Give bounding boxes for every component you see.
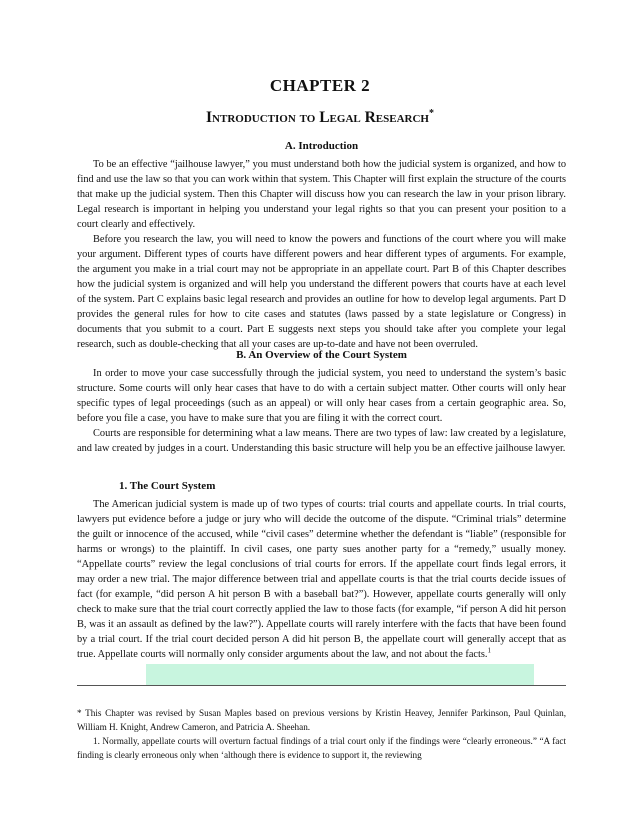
paragraph	[77, 497, 566, 662]
paragraph: Courts are responsible for determining what a law means. There are two types of law: law created by a legislature, and law created by judges in a court. Understanding this basic structure will help you be an effective jailhouse lawyer.	[77, 428, 566, 454]
footnote-divider	[77, 685, 566, 686]
footnote-ref-1: 1	[487, 646, 491, 655]
chapter-title	[0, 108, 640, 127]
section-b-body	[77, 366, 566, 456]
section-b-heading: B. An Overview of the Court System	[236, 349, 407, 361]
paragraph: Before you research the law, you will need to know the powers and functions of the court where you will make your argument. Different types of courts have different powers and hear different types of arguments. For example, the argument you make in a trial court may not be appropriate in an appellate court. Part B of this Chapter describes how the judicial system is organized and will help you understand the different powers that courts have at each level of the system. Part C explains basic legal research and provides an outline for how to develop legal arguments. Part D provides the general rules for how to cite cases and statutes (laws passed by a state legislature or Congress) in documents that you submit to a court. Part E suggests next steps you should take after you complete your legal research, such as double-checking that all your cases are up-to-date and have not been overruled.	[77, 234, 566, 350]
subsection-b1	[77, 479, 566, 494]
section-b	[77, 348, 566, 363]
subsection-b1-body	[77, 497, 566, 662]
section-a-body	[77, 157, 566, 352]
footnote-star: * This Chapter was revised by Susan Maples based on previous versions by Kristin Heavey, Jennifer Parkinson, Paul Quinlan, William H. Knight, Andrew Cameron, and Patricia A. Sheehan.	[77, 708, 566, 732]
paragraph: To be an effective “jailhouse lawyer,” you must understand both how the judicial system is organized, and how to find and use the law so that you can work within that system. This Chapter will first explain the structure of the courts that make up the judicial system. Then this Chapter will discuss how you can research the law in your prison library. Legal research is important in helping you understand your legal rights so that you can present your position to a court clearly and effectively.	[77, 159, 566, 230]
paragraph: In order to move your case successfully through the judicial system, you need to understand the system’s basic structure. Some courts will only hear cases that have to do with a certain subject matter. Other courts will only hear specific types of legal proceedings (such as an appeal) or will only hear cases from a certain geographic area. So, before you file a case, you have to make sure that you are filing it with the correct court.	[77, 368, 566, 424]
section-a	[77, 139, 566, 154]
subsection-b1-heading: 1. The Court System	[119, 480, 216, 492]
footnote-1: 1. Normally, appellate courts will overturn factual findings of a trial court only if the findings were “clearly erroneous.” “A fact finding is clearly erroneous only when ‘although there is evidence to support it, the reviewing	[77, 736, 566, 760]
paragraph-text: The American judicial system is made up of two types of courts: trial courts and appellate courts. In trial courts, lawyers put evidence before a judge or jury who will decide the outcome of the dispute. “Criminal trials” determine the guilt or innocence of the accused, while “civil cases” determine whether the defendant is “liable” (responsible for harms or wrongs) to the plaintiff. In civil cases, one party sues another party for a “remedy,” usually money. “Appellate courts” review the legal conclusions of trial courts for errors. If the appellate court finds legal errors, it may order a new trial. The major difference between trial and appellate courts is that the trial courts decide issues of fact (for example, “did person A hit person B with a baseball bat?”). However, appellate courts generally will only check to make sure that the trial court correctly applied the law to those facts (for example, “if person A did hit person B, was it an assault as defined by the law?”). Appellate courts will rarely interfere with the facts that have been found by a trial court. If the trial court decided person A did hit person B, the appellate court will generally accept that as true. Appellate courts will normally only consider arguments about the law, and not about the facts.	[77, 499, 566, 660]
footnotes	[77, 706, 566, 762]
title-footnote-marker: *	[428, 108, 434, 119]
chapter-title-text: Introduction to Legal Research	[206, 109, 429, 127]
highlight-region	[146, 664, 534, 685]
chapter-heading: CHAPTER 2	[269, 76, 371, 95]
section-a-heading: A. Introduction	[284, 140, 359, 152]
